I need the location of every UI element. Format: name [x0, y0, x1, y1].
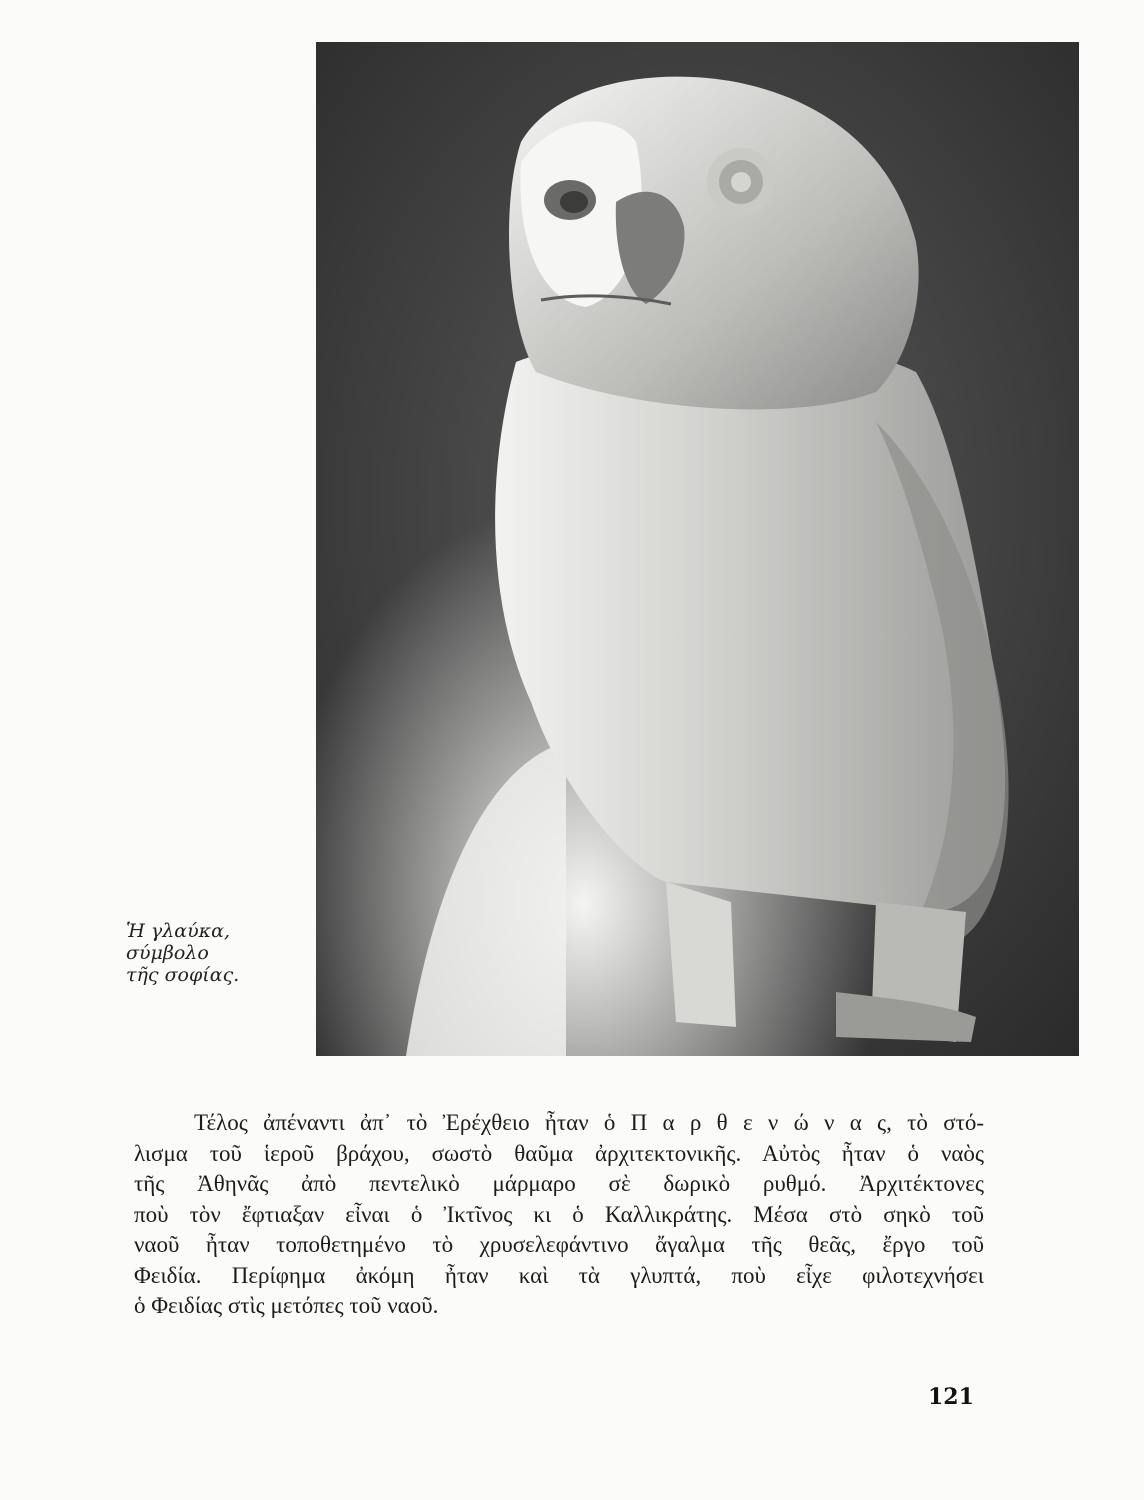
owl-statue-photo — [316, 42, 1079, 1056]
body-paragraph — [134, 1108, 984, 1322]
body-line: Τέλος ἀπέναντι ἀπ᾽ τὸ Ἐρέχθειο ἦταν ὁ Π α ρ θ ε ν ώ ν α ς, τὸ στό- — [194, 1110, 984, 1135]
page-number: 121 — [928, 1384, 974, 1410]
body-line: Φειδία. Περίφημα ἀκόμη ἦταν καὶ τὰ γλυπτά, ποὺ εἶχε φιλοτεχνήσει — [134, 1262, 984, 1288]
caption-line: τῆς σοφίας. — [126, 964, 240, 986]
body-line: λισμα τοῦ ἱεροῦ βράχου, σωστὸ θαῦμα ἀρχιτεκτονικῆς. Αὐτὸς ἦταν ὁ ναὸς — [134, 1140, 984, 1166]
owl-statue-illustration — [316, 42, 1079, 1056]
caption-line: σύμβολο — [126, 942, 209, 964]
body-line: ὁ Φειδίας στὶς μετόπες τοῦ ναοῦ. — [134, 1293, 439, 1318]
figure-caption — [126, 920, 306, 986]
body-line: τῆς Ἀθηνᾶς ἀπὸ πεντελικὸ μάρμαρο σὲ δωρικὸ ρυθμό. Ἀρχιτέκτονες — [134, 1171, 984, 1196]
body-line: ποὺ τὸν ἔφτιαξαν εἶναι ὁ Ἰκτῖνος κι ὁ Καλλικράτης. Μέσα στὸ σηκὸ τοῦ — [134, 1201, 984, 1227]
body-line: ναοῦ ἦταν τοποθετημένο τὸ χρυσελεφάντινο ἄγαλμα τῆς θεᾶς, ἔργο τοῦ — [134, 1232, 984, 1257]
caption-line: Ἡ γλαύκα, — [126, 920, 230, 942]
